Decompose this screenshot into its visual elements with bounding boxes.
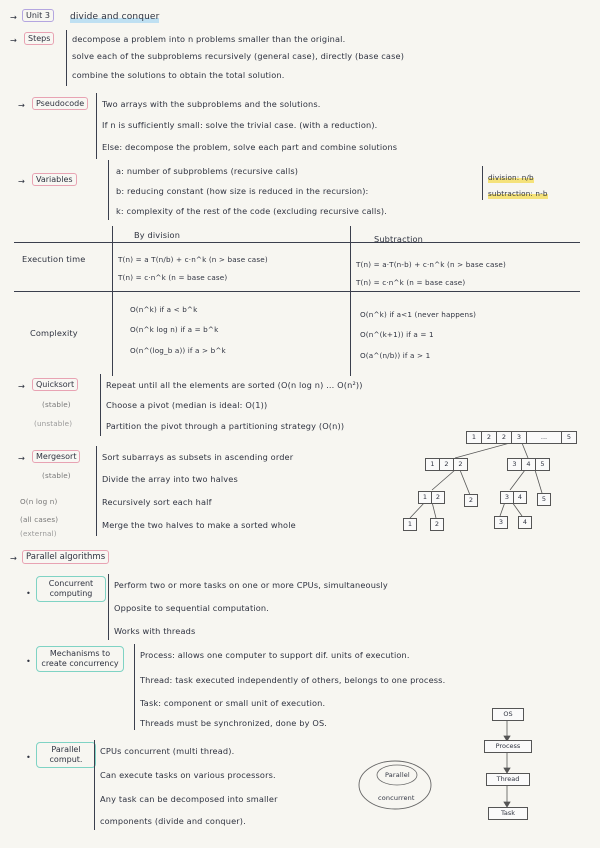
tree-cell: 1 (425, 458, 440, 471)
steps-line-1: decompose a problem into n problems smaller than the original. (72, 34, 346, 44)
tree-cell: ... (526, 431, 562, 444)
complexity-division-1: O(n^k) if a < b^k (130, 305, 198, 314)
parallel-computing-label: Parallel comput. (36, 742, 96, 768)
hierarchy-os: OS (492, 708, 524, 721)
exec-subtraction-2: T(n) = c·n^k (n = base case) (356, 278, 466, 287)
tree-cell: 2 (439, 458, 454, 471)
tree-cell: 2 (431, 491, 445, 504)
arrow-bullet: → (18, 453, 26, 463)
mechanisms-label: Mechanisms to create concurrency (36, 646, 124, 672)
tree-cell: 1 (418, 491, 432, 504)
mechanisms-line-1: Process: allows one computer to support dif. units of execution. (140, 650, 410, 660)
parallel-line-1: CPUs concurrent (multi thread). (100, 746, 235, 756)
tree-cell: 2 (496, 431, 512, 444)
tree-cell: 4 (521, 458, 536, 471)
variables-label: Variables (32, 173, 77, 186)
bubble-parallel-label: Parallel (385, 771, 410, 779)
quicksort-line-1: Repeat until all the elements are sorted (O(n log n) ... O(n²)) (106, 380, 363, 390)
exec-subtraction-1: T(n) = a·T(n-b) + c·n^k (n > base case) (356, 260, 506, 269)
bullet-dot: • (26, 656, 31, 666)
hierarchy-process: Process (484, 740, 532, 753)
pseudocode-label: Pseudocode (32, 97, 88, 110)
tree-cell: 2 (453, 458, 468, 471)
quicksort-stable-note: (stable) (42, 400, 71, 409)
page-title: divide and conquer (70, 12, 160, 22)
complexity-division-3: O(n^(log_b a)) if a > b^k (130, 346, 226, 355)
arrow-bullet: → (10, 553, 18, 563)
quicksort-label: Quicksort (32, 378, 78, 391)
table-row-complexity-label: Complexity (30, 328, 78, 338)
mergesort-line-4: Merge the two halves to make a sorted whole (102, 520, 296, 530)
pseudocode-line-1: Two arrays with the subproblems and the solutions. (102, 99, 321, 109)
side-note-division: division: n/b (488, 173, 534, 182)
table-col-division: By division (134, 230, 181, 240)
tree-cell: 3 (494, 516, 508, 529)
parallel-line-2: Can execute tasks on various processors. (100, 770, 276, 780)
exec-division-1: T(n) = a T(n/b) + c·n^k (n > base case) (118, 255, 268, 264)
tree-cell: 1 (403, 518, 417, 531)
tree-cell: 1 (466, 431, 482, 444)
parallel-section-title: Parallel algorithms (22, 550, 109, 564)
bullet-dot: • (26, 588, 31, 598)
tree-cell: 5 (537, 493, 551, 506)
tree-cell: 4 (513, 491, 527, 504)
steps-line-2: solve each of the subproblems recursively (general case), directly (base case) (72, 51, 405, 61)
parallel-line-3: Any task can be decomposed into smaller (100, 794, 278, 804)
tree-cell: 2 (430, 518, 444, 531)
table-row-execution-label: Execution time (22, 254, 86, 264)
mechanisms-line-4: Threads must be synchronized, done by OS. (140, 718, 328, 728)
mergesort-stable-note: (stable) (42, 471, 71, 480)
mechanisms-line-2: Thread: task executed independently of others, belongs to one process. (140, 675, 446, 685)
complexity-subtraction-2: O(n^(k+1)) if a = 1 (360, 330, 434, 339)
tree-cell: 2 (481, 431, 497, 444)
tree-cell: 3 (511, 431, 527, 444)
mergesort-line-3: Recursively sort each half (102, 497, 212, 507)
arrow-bullet: → (18, 100, 26, 110)
tree-cell: 5 (535, 458, 550, 471)
tree-cell: 3 (507, 458, 522, 471)
mergesort-cases-note: (all cases) (20, 515, 59, 524)
complexity-division-2: O(n^k log n) if a = b^k (130, 325, 219, 334)
tree-cell: 3 (500, 491, 514, 504)
tree-cell: 2 (464, 494, 478, 507)
exec-division-2: T(n) = c·n^k (n = base case) (118, 273, 228, 282)
tree-cell: 5 (561, 431, 577, 444)
mergesort-line-1: Sort subarrays as subsets in ascending order (102, 452, 294, 462)
pseudocode-line-2: If n is sufficiently small: solve the trivial case. (with a reduction). (102, 120, 378, 130)
bullet-dot: • (26, 752, 31, 762)
concurrent-line-2: Opposite to sequential computation. (114, 603, 269, 613)
concurrent-computing-label: Concurrent computing (36, 576, 106, 602)
concurrent-line-1: Perform two or more tasks on one or more CPUs, simultaneously (114, 580, 388, 590)
quicksort-line-2: Choose a pivot (median is ideal: O(1)) (106, 400, 268, 410)
concurrent-line-3: Works with threads (114, 626, 196, 636)
mergesort-complexity-note: O(n log n) (20, 497, 58, 506)
complexity-subtraction-1: O(n^k) if a<1 (never happens) (360, 310, 477, 319)
parallel-line-4: components (divide and conquer). (100, 816, 246, 826)
hierarchy-task: Task (488, 807, 528, 820)
side-note-subtraction: subtraction: n-b (488, 189, 548, 198)
variables-line-2: b: reducing constant (how size is reduced in the recursion): (116, 186, 369, 196)
tree-cell: 4 (518, 516, 532, 529)
bubble-concurrent-label: concurrent (378, 794, 415, 802)
steps-label: Steps (24, 32, 54, 45)
arrow-bullet: → (18, 176, 26, 186)
pseudocode-line-3: Else: decompose the problem, solve each part and combine solutions (102, 142, 398, 152)
variables-line-3: k: complexity of the rest of the code (excluding recursive calls). (116, 206, 387, 216)
hierarchy-thread: Thread (486, 773, 530, 786)
arrow-bullet: → (10, 35, 18, 45)
complexity-subtraction-3: O(a^(n/b)) if a > 1 (360, 351, 431, 360)
unit-badge: Unit 3 (22, 9, 54, 22)
mechanisms-line-3: Task: component or small unit of execution. (140, 698, 326, 708)
quicksort-unstable-note: (unstable) (34, 419, 73, 428)
mergesort-line-2: Divide the array into two halves (102, 474, 238, 484)
variables-line-1: a: number of subproblems (recursive calls) (116, 166, 299, 176)
header-arrow: → (10, 12, 18, 22)
quicksort-line-3: Partition the pivot through a partitioning strategy (O(n)) (106, 421, 345, 431)
mergesort-external-note: (external) (20, 529, 57, 538)
steps-line-3: combine the solutions to obtain the total solution. (72, 70, 285, 80)
arrow-bullet: → (18, 381, 26, 391)
table-col-subtraction: Subtraction (374, 234, 424, 244)
mergesort-label: Mergesort (32, 450, 80, 463)
